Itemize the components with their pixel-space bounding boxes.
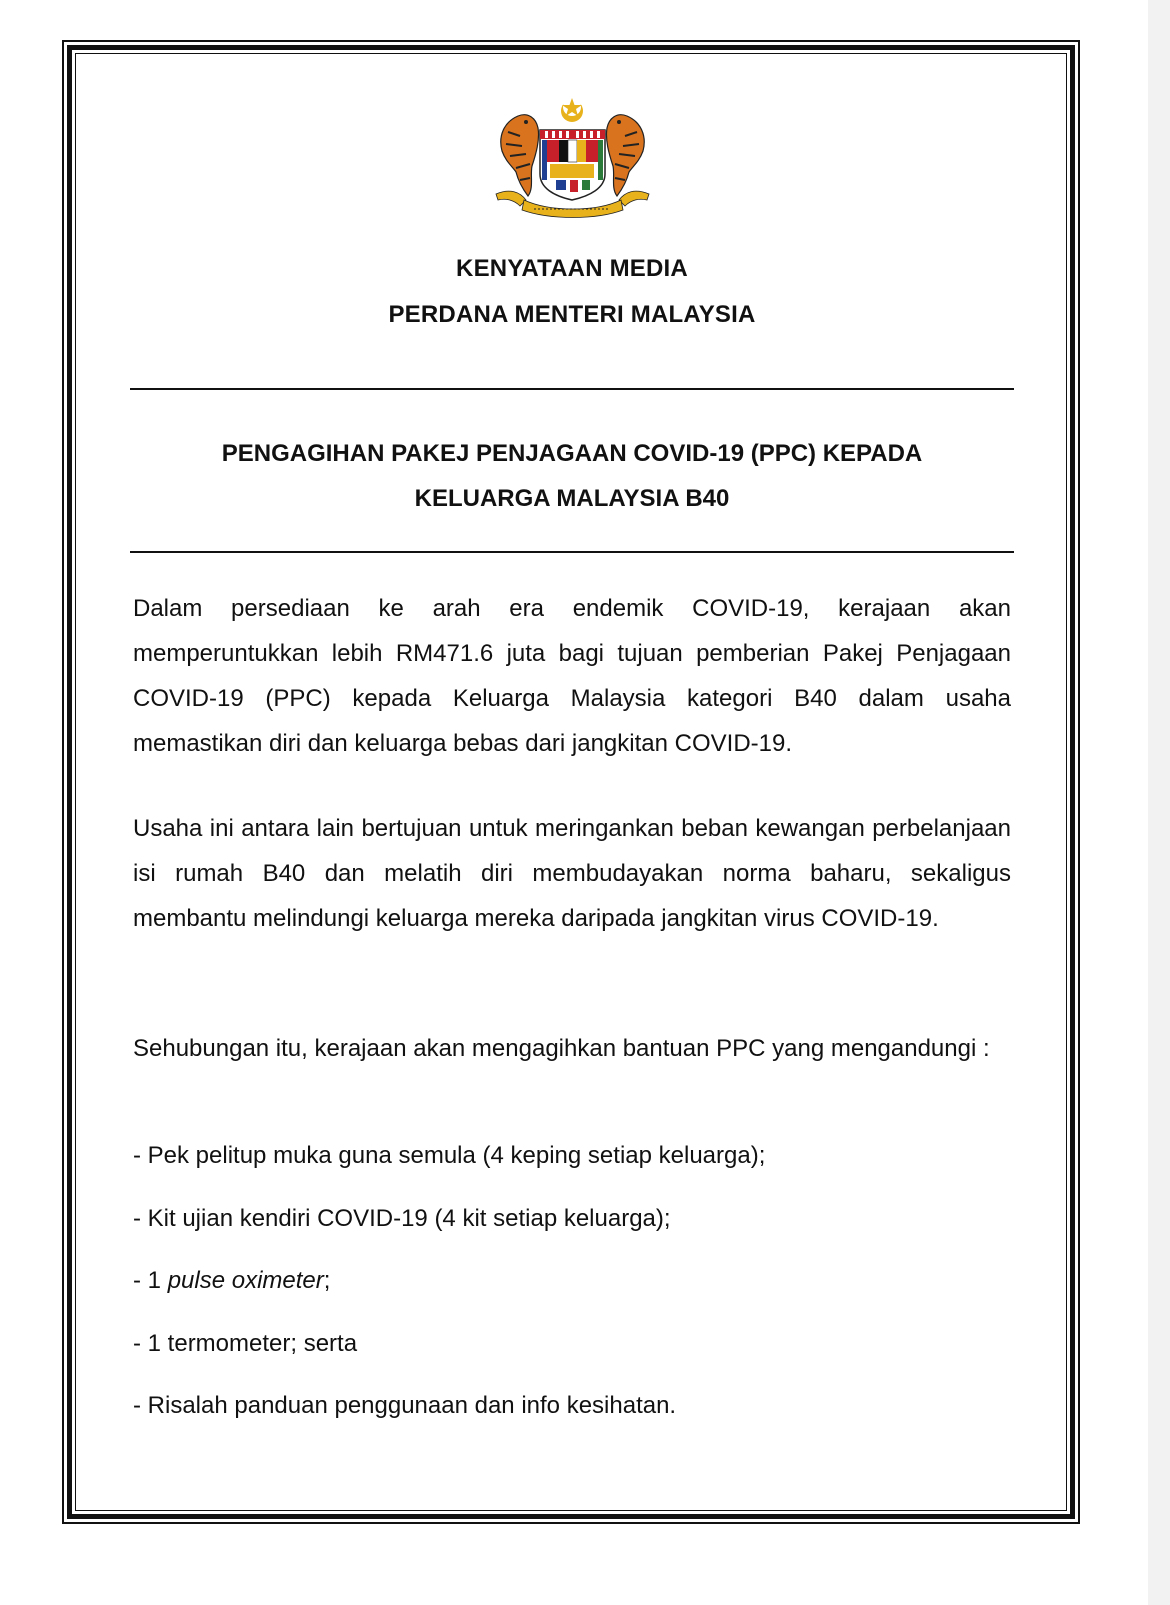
paragraph-1: Dalam persediaan ke arah era endemik COVID-19, kerajaan akan memperuntukkan lebih RM471.6 juta bagi tujuan pemberian Pakej Penjagaan COVID-19 (PPC) kepada Keluarga Malaysia kategori B40 dalam usaha memastikan diri dan keluarga bebas dari jangkitan COVID-19. bbox=[133, 595, 1011, 757]
list-item-masks: - Pek pelitup muka guna semula (4 keping setiap keluarga); bbox=[133, 1142, 766, 1169]
shield-icon bbox=[540, 130, 605, 200]
divider-bottom bbox=[130, 551, 1014, 553]
list-item-test-kits: - Kit ujian kendiri COVID-19 (4 kit setiap keluarga); bbox=[133, 1205, 671, 1232]
list-item-thermometer: - 1 termometer; serta bbox=[133, 1330, 358, 1357]
left-tiger-icon bbox=[501, 115, 539, 196]
paragraph-3: Sehubungan itu, kerajaan akan mengagihkan bantuan PPC yang mengandungi : bbox=[133, 1035, 990, 1062]
list-item-oximeter-italic: pulse oximeter bbox=[167, 1267, 324, 1294]
list-item-oximeter-prefix: - 1 bbox=[133, 1267, 168, 1294]
list-item-leaflet: - Risalah panduan penggunaan dan info kesihatan. bbox=[133, 1392, 677, 1419]
divider-top bbox=[130, 388, 1014, 390]
list-item-oximeter bbox=[133, 1265, 1011, 1297]
crescent-star-icon bbox=[561, 98, 583, 122]
header-title-line2: PERDANA MENTERI MALAYSIA bbox=[388, 301, 756, 328]
malaysia-coat-of-arms-icon bbox=[490, 96, 655, 221]
subject-heading bbox=[130, 431, 1014, 521]
paragraph-2: Usaha ini antara lain bertujuan untuk meringankan beban kewangan perbelanjaan isi rumah B40 dan melatih diri membudayakan norma baharu, sekaligus membantu melindungi keluarga mereka daripada jangkitan virus COVID-19. bbox=[133, 815, 1011, 932]
subject-line1: PENGAGIHAN PAKEJ PENJAGAAN COVID-19 (PPC) KEPADA bbox=[221, 440, 923, 467]
header-title-line1: KENYATAAN MEDIA bbox=[456, 255, 688, 282]
subject-line2: KELUARGA MALAYSIA B40 bbox=[414, 485, 730, 512]
list-item-oximeter-suffix: ; bbox=[323, 1267, 331, 1294]
right-tiger-icon bbox=[606, 115, 644, 196]
